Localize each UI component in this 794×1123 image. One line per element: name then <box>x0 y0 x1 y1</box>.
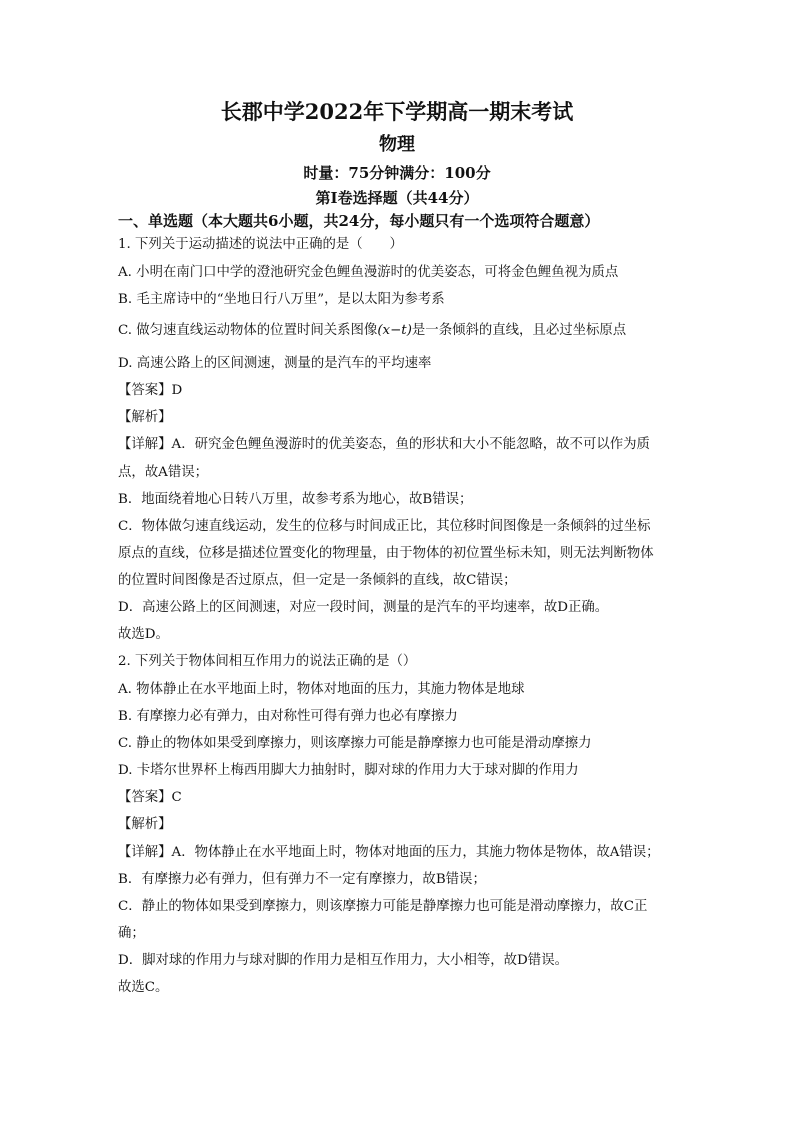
q2-detail-line: C．静止的物体如果受到摩擦力，则该摩擦力可能是静摩擦力也可能是滑动摩擦力，故C正 <box>118 899 648 914</box>
subject-title: 物理 <box>379 134 415 155</box>
q1-conclusion: 故选D。 <box>118 627 169 642</box>
q1-option-c-pre: C. 做匀速直线运动物体的位置时间关系图像 <box>118 323 378 338</box>
q2-analysis-label: 【解析】 <box>118 817 172 832</box>
q1-detail-line: 【详解】A．研究金色鲤鱼漫游时的优美姿态，鱼的形状和大小不能忽略，故不可以作为质 <box>118 437 650 452</box>
q1-option-c-post: 是一条倾斜的直线，且必过坐标原点 <box>411 323 627 338</box>
part-heading: 第Ⅰ卷选择题（共44分） <box>315 189 479 207</box>
q2-option-a: A. 物体静止在水平地面上时，物体对地面的压力，其施力物体是地球 <box>118 682 525 697</box>
q2-option-c: C. 静止的物体如果受到摩擦力，则该摩擦力可能是静摩擦力也可能是滑动摩擦力 <box>118 736 592 751</box>
q2-detail-line: 【详解】A．物体静止在水平地面上时，物体对地面的压力，其施力物体是物体，故A错误； <box>118 845 660 860</box>
q1-detail-line: 原点的直线，位移是描述位置变化的物理量，由于物体的初位置坐标未知，则无法判断物体 <box>118 546 654 561</box>
q1-analysis-label: 【解析】 <box>118 410 172 425</box>
q1-option-a: A. 小明在南门口中学的澄池研究金色鲤鱼漫游时的优美姿态，可将金色鲤鱼视为质点 <box>118 265 619 280</box>
q1-option-b: B. 毛主席诗中的“坐地日行八万里”，是以太阳为参考系 <box>118 292 445 307</box>
q2-detail-line: 确； <box>118 926 145 941</box>
q1-stem: 1. 下列关于运动描述的说法中正确的是（ ） <box>118 237 403 252</box>
q2-detail-line: B．有摩擦力必有弹力，但有弹力不一定有摩擦力，故B错误； <box>118 872 486 887</box>
time-score: 时量：75分钟满分：100分 <box>303 164 491 182</box>
q2-answer: 【答案】C <box>118 790 182 805</box>
q2-stem: 2. 下列关于物体间相互作用力的说法正确的是（） <box>118 654 417 669</box>
q1-detail-line: C．物体做匀速直线运动，发生的位移与时间成正比，其位移时间图像是一条倾斜的过坐标 <box>118 519 651 534</box>
q1-detail-line: B．地面绕着地心日转八万里，故参考系为地心，故B错误； <box>118 492 473 507</box>
q1-detail-line: D．高速公路上的区间测速，对应一段时间，测量的是汽车的平均速率，故D正确。 <box>118 600 609 615</box>
q2-detail-line: D．脚对球的作用力与球对脚的作用力是相互作用力，大小相等，故D错误。 <box>118 953 568 968</box>
q2-conclusion: 故选C。 <box>118 980 169 995</box>
q1-option-c-formula: (x−t) <box>377 323 412 338</box>
q1-answer: 【答案】D <box>118 383 183 398</box>
exam-title: 长郡中学2022年下学期高一期末考试 <box>220 99 574 124</box>
q2-option-b: B. 有摩擦力必有弹力，由对称性可得有弹力也必有摩擦力 <box>118 709 458 724</box>
q1-option-c <box>118 323 626 339</box>
section-heading: 一、单选题（本大题共6小题，共24分，每小题只有一个选项符合题意） <box>118 212 600 230</box>
q1-detail-line: 点，故A错误； <box>118 465 209 480</box>
q1-detail-line: 的位置时间图像是否过原点，但一定是一条倾斜的直线，故C错误； <box>118 573 517 588</box>
q2-option-d: D. 卡塔尔世界杯上梅西用脚大力抽射时，脚对球的作用力大于球对脚的作用力 <box>118 763 579 778</box>
q1-option-d: D. 高速公路上的区间测速，测量的是汽车的平均速率 <box>118 356 432 371</box>
